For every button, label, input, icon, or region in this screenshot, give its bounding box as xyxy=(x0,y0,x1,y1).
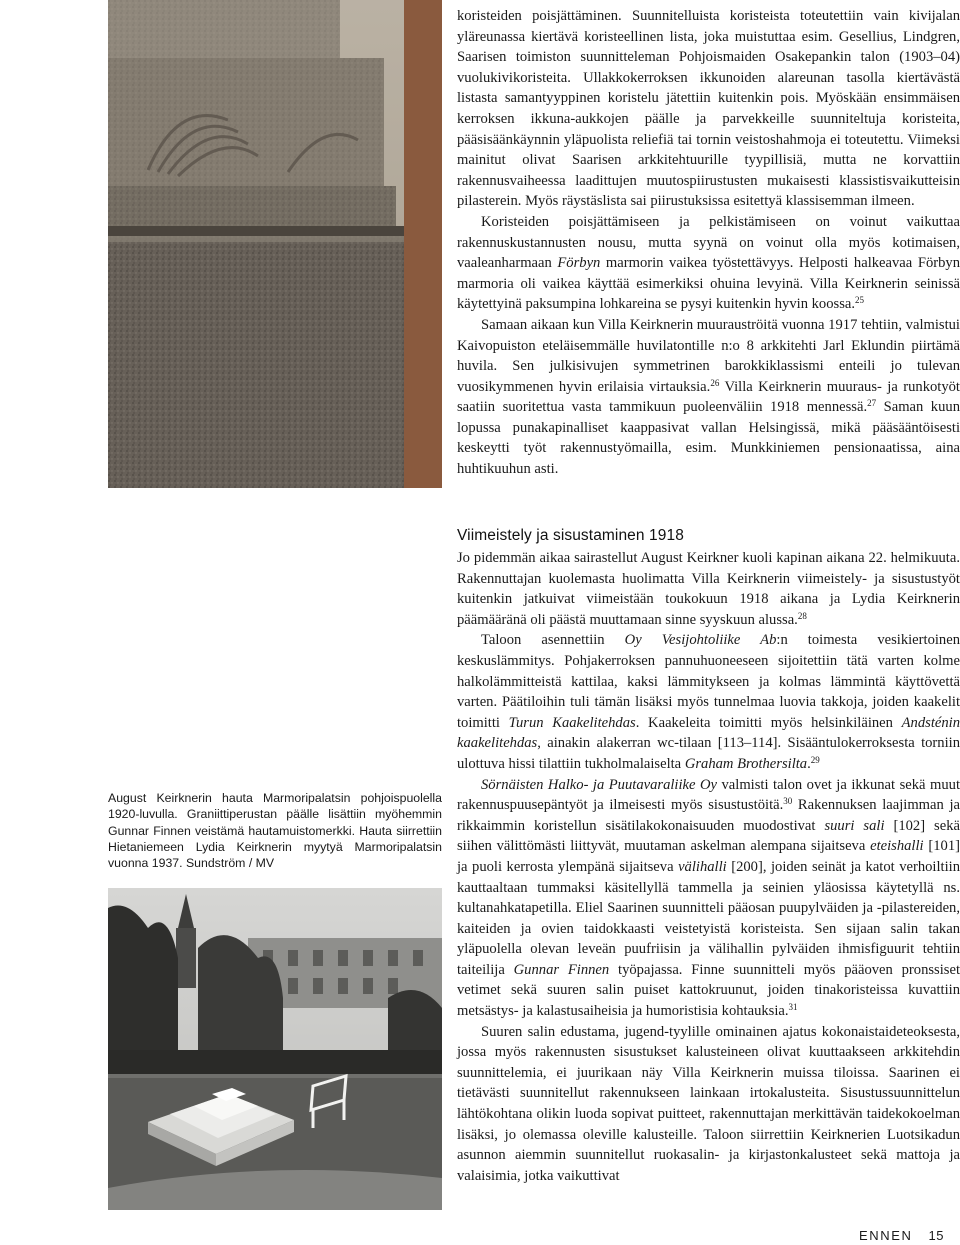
footnote-ref[interactable]: 25 xyxy=(855,295,865,306)
paragraph: Samaan aikaan kun Villa Keirknerin muurauströitä vuonna 1917 tehtiin, valmistui Kaivopuiston eteläisemmälle huvilatontille n:o 8 arkkitehti Jarl Eklundin piirtämä huvila. Sen julkisivujen symmetrinen barokkiklassismi enteili jo tulevan vuosikymmenen hyvin erilaisia virtauksia.$^{26}$ Villa Keirknerin muuraus- ja runkotyöt saatiin suoritettua vasta tammikuun puoleenväliin 1918 mennessä.$^{27}$ Saman kuun lopussa punakapinalliset kaappasivat vallan Helsingissä, mikä pääsääntöisesti keskeytti työt rakennustyömailla, esim. Munkkiniemen pensionaatissa, aina huhtikuuhun asti. xyxy=(457,316,960,478)
text-column-lower xyxy=(457,526,960,1186)
stone-pedestal-illustration xyxy=(108,0,442,488)
running-title: ENNEN xyxy=(859,1228,913,1243)
photo-grave-park xyxy=(108,888,442,1210)
paragraph: Taloon asennettiin Oy Vesijohtoliike Ab:n toimesta vesikiertoinen keskuslämmitys. Pohjakerroksen pannuhuoneeseen sijoitettiin tätä varten kolme halkolämmitteistä kattilaa, kaksi lämmitykseen ja kolmas lämmintä käyttövettä varten. Päätiloihin tuli tämän lisäksi myös tunnelmaa luovia takkoja, joiden kaakelit toimitti Turun Kaakelitehdas. Kaakeleita toimitti myös helsinkiläinen Andsténin kaakelitehdas, ainakin alakerran wc-tilaan [113–114]. Sisääntulokerroksesta torniin ulottuva hissi tilattiin tukholmalaiselta Graham Brothersilta.$^{29}$ xyxy=(457,632,960,772)
section-heading: Viimeistely ja sisustaminen 1918 xyxy=(457,527,684,544)
text-column-upper xyxy=(457,6,960,480)
footnote-ref[interactable]: 31 xyxy=(788,1002,798,1013)
paragraph: Jo pidemmän aikaa sairastellut August Keirkner kuoli kapinan aikana 22. helmikuuta. Rakennuttajan kuolemasta huolimatta Villa Keirknerin viimeistely- ja sisustustyöt kuitenkin jatkuivat viimeistään toukokuun 1918 aikana ja Lydia Keirknerin päämääränä oli päästä muuttamaan sinne syyskuun alussa.$^{28}$ xyxy=(457,550,960,628)
paragraph: koristeiden poisjättäminen. Suunnitelluista koristeista toteutettiin vain kivijalan yläreunassa kiertävä koristeellinen lista, joka muistuttaa esim. Gesellius, Lindgren, Saarisen toimiston suunnitteleman Pohjoismaiden Osakepankin talon (1903–04) vuolukivikoristeita. Ullakkokerroksen ikkunoiden alareunan tasolla kiertävästä listasta samantyyppinen koristelu jätettiin kuitenkin pois. Myöskään ensimmäisen kerroksen ikkuna-aukkojen päälle ja parvekkeille suunniteltuja koristeita, pääsisäänkäynnin yläpuolista reliefiä tai tornin veistoshahmoja ei toteutettu. Viimeksi mainitut olivat Saarisen arkkitehtuurille tyypillisiä, mutta ne korvattiin rakennusvaiheessa laadittujen muutospiirustusten mukaisesti klassistisvaikutteisin pilasterein. Myös räystäslista sai piirustuksissa esitettyä klassisemman ilmeen. xyxy=(457,8,960,210)
footnote-ref[interactable]: 30 xyxy=(783,796,793,807)
paragraph: Sörnäisten Halko- ja Puutavaraliike Oy valmisti talon ovet ja ikkunat sekä muut rakennuspuusepäntyöt ja ilmeisesti myös sisustustöitä.$^{30}$ Rakennuksen laajimman ja rikkaimmin koristellun sisätilakokonaisuuden muodostivat suuri sali [102] sekä siihen välittömästi liittyvät, muutaman askelman alempana sijaitseva eteishalli [101] ja puoli kerrosta ylempänä sijaitseva välihalli [200], joiden seinät ja katot verhoiltiin kauttaaltaan tummaksi käsitellyllä tammella ja seinien yläosissa käytetyllä ns. kultanahkatapetilla. Eliel Saarinen suunnitteli pääosan puupylväiden ja -pilastereiden, kaiteiden ja ovien taidokkaasti veistetyistä koristeista. Sen sijaan salin takan yläpuolella olevan leveän puufriisin ja välihallin pylväiden ihmisfiguurit tehtiin taiteilija Gunnar Finnen työpajassa. Finne suunnitteli myös pääoven pronssiset vetimet sekä suuren salin puiset kattokruunut, joiden tinakoristeissa kuvattiin metsästys- ja kalastusaiheisia ja humoristisia kohtauksia.$^{31}$ xyxy=(457,776,960,1020)
grave-park-illustration xyxy=(108,888,442,1210)
footnote-ref[interactable]: 28 xyxy=(797,610,807,621)
paragraph: Koristeiden poisjättämiseen ja pelkistämiseen on voinut vaikuttaa rakennuskustannusten nousu, mutta syynä on voinut olla myös kotimaisen, vaaleanharmaan Förbyn marmorin vaikea työstettävyys. Helposti halkeavaa Förbyn marmoria oli vaikea käyttää esimerkiksi ohuina levyinä. Villa Keirknerin seinissä käytettyinä paksumpina lohkareina se pysyi kuitenkin hyvin koossa.$^{25}$ xyxy=(457,213,960,313)
footnote-ref[interactable]: 26 xyxy=(710,377,720,388)
page-footer xyxy=(859,1228,944,1243)
photo-stone-pedestal xyxy=(108,0,442,488)
photo-caption: August Keirknerin hauta Marmoripalatsin pohjoispuolella 1920-luvulla. Graniittiperustan päälle lisättiin myöhemmin Gunnar Finnen veistämä hautamuistomerkki. Hauta siirrettiin Hietaniemeen Lydia Keirknerin myytyä Marmoripalatsin vuonna 1937. Sundström / MV xyxy=(108,791,442,871)
footnote-ref[interactable]: 27 xyxy=(867,398,877,409)
paragraph: Suuren salin edustama, jugend-tyylille ominainen ajatus kokonaistaideteoksesta, jossa myös rakennusten sisustukset kalusteineen olivat kuuttaakseen arkkitehdin suunnittelemia, ei juurikaan näy Villa Keirknerin muissa tiloissa. Saarinen ei tietävästi suunnitellut rakennukseen lainkaan irtokalusteita. Sisustussuunnittelun lähtökohtana olikin luoda sopivat puitteet, rakennuttajan merkittävän taidekokoelman lisäksi, jo olemassa oleville kalusteille. Taloon siirrettiin Keirknerien Luotsikadun asunnon aiemmin suunnitellut ruokasalin- ja kirjastonkalusteet sekä mattoja ja valaisimia, jotka vaikuttivat xyxy=(457,1023,960,1184)
page-number: 15 xyxy=(928,1228,944,1243)
footnote-ref[interactable]: 29 xyxy=(810,754,820,765)
